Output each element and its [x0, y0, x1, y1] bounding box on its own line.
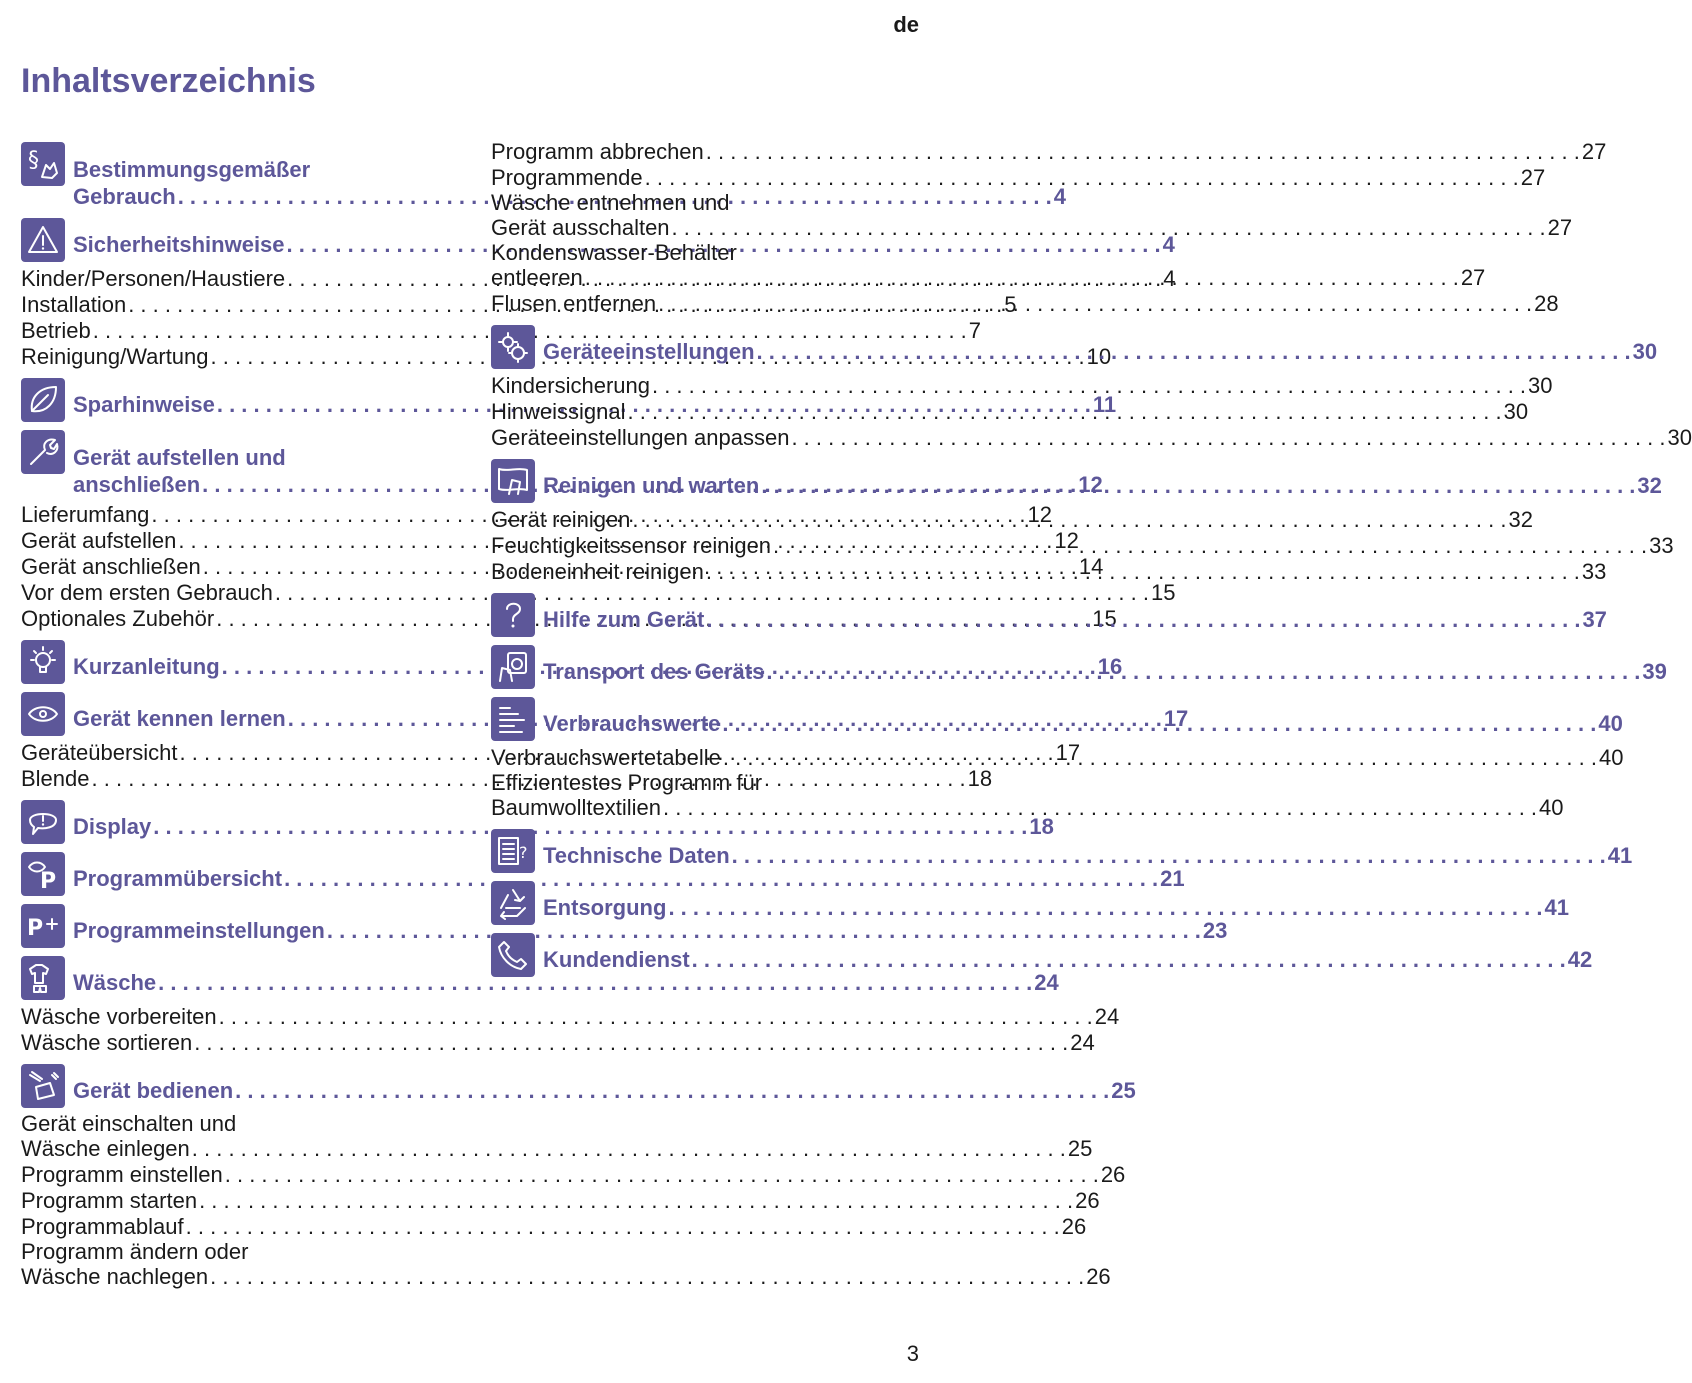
toc-entry	[21, 1188, 1100, 1214]
toc-entry-row[interactable]	[21, 1264, 1111, 1290]
section-page: 21	[1160, 866, 1185, 891]
page-number: 3	[906, 1341, 919, 1366]
toc-entry-label: Wäsche sortieren	[21, 1030, 193, 1055]
section-page: 25	[1111, 1078, 1136, 1103]
toc-entry	[491, 165, 1546, 191]
section-label: Programmübersicht	[73, 866, 283, 891]
toc-section-gerät-bedienen	[21, 1064, 1136, 1290]
toc-entry-label: Feuchtigkeitssensor reinigen	[491, 533, 772, 558]
section-row[interactable]	[73, 1078, 1136, 1104]
speech-bubble-icon	[21, 800, 65, 844]
section-label: Transport des Geräts	[543, 659, 765, 684]
toc-entry-row[interactable]	[491, 795, 1564, 821]
toc-entry-label: Kindersicherung	[491, 373, 650, 398]
toc-entry-label-line: Wäsche entnehmen und	[491, 190, 730, 215]
toc-entry-page: 25	[1067, 1136, 1093, 1161]
toc-entry-row[interactable]	[21, 318, 982, 344]
svg-text:§: §	[28, 148, 39, 173]
leader-dots	[186, 1214, 1060, 1240]
toc-entry	[491, 291, 1559, 317]
language-code: de	[893, 12, 919, 37]
toc-entry-page: 30	[1503, 399, 1529, 424]
leader-dots	[672, 215, 1546, 241]
section-label: Gerät kennen lernen	[73, 706, 286, 731]
toc-entry-label: Baumwolltextilien	[491, 795, 661, 820]
section-label: Geräteeinstellungen	[543, 339, 755, 364]
toc-entry-row[interactable]	[491, 265, 1486, 291]
toc-entry-page: 10	[1086, 344, 1112, 369]
toc-section-entsorgung	[491, 881, 1569, 925]
paragraph-hand-icon	[21, 142, 65, 186]
section-heading[interactable]	[491, 829, 1633, 873]
section-page: 41	[1544, 895, 1569, 920]
section-row[interactable]	[543, 339, 1657, 365]
section-title	[543, 697, 1623, 737]
toc-entry-label: Kinder/Personen/Haustiere	[21, 266, 286, 291]
leader-dots	[632, 507, 1506, 533]
toc-section-technische-daten	[491, 829, 1633, 873]
toc-entry-page: 27	[1547, 215, 1573, 240]
section-page: 18	[1029, 814, 1054, 839]
leader-dots	[219, 1004, 1093, 1030]
section-row[interactable]	[543, 947, 1592, 973]
leader-dots	[652, 373, 1526, 399]
toc-entry-label: Gerät reinigen	[491, 507, 631, 532]
toc-entry-label-line: Gerät einschalten und	[21, 1111, 237, 1136]
section-page: 41	[1607, 843, 1633, 868]
toc-entry-page: 18	[967, 766, 993, 791]
section-row[interactable]	[543, 659, 1667, 685]
gears-icon	[491, 325, 535, 369]
toc-entry-page: 26	[1061, 1214, 1087, 1239]
section-page: 4	[1053, 184, 1067, 209]
toc-entry-label: Programmende	[491, 165, 643, 190]
toc-entry-page: 28	[1534, 291, 1559, 316]
leader-dots	[225, 1162, 1099, 1188]
toc-entry-row[interactable]	[21, 1136, 1093, 1162]
toc-entry-page: 30	[1528, 373, 1553, 398]
toc-entry-label: Wäsche vorbereiten	[21, 1004, 217, 1029]
toc-entry-label: Geräteübersicht	[21, 740, 178, 765]
leader-dots	[663, 795, 1537, 821]
section-label: Gebrauch	[73, 184, 176, 209]
toc-entry-page: 33	[1581, 559, 1607, 584]
toc-entry-label: Flusen entfernen	[491, 291, 657, 316]
toc-entry	[491, 139, 1607, 165]
toc-entry-label: Gerät aufstellen	[21, 528, 177, 553]
section-label: Technische Daten	[543, 843, 730, 868]
leader-dots	[192, 1136, 1066, 1162]
toc-entry-label: entleeren	[491, 265, 583, 290]
toc-entry	[21, 1030, 1095, 1056]
section-page: 12	[1078, 472, 1103, 497]
transport-icon	[491, 645, 535, 689]
leader-dots	[645, 165, 1519, 191]
section-page: 32	[1637, 473, 1662, 498]
toc-entry-label: Lieferumfang	[21, 502, 150, 527]
toc-entry	[21, 1004, 1120, 1030]
toc-entry-row[interactable]	[21, 1162, 1126, 1188]
section-page: 39	[1642, 659, 1667, 684]
leader-dots	[706, 559, 1580, 585]
toc-entry-label: Gerät ausschalten	[491, 215, 670, 240]
toc-entry-page: 33	[1649, 533, 1674, 558]
toc-entry-page: 40	[1598, 745, 1624, 770]
recycling-icon	[491, 881, 535, 925]
section-title-line: Bestimmungsgemäßer	[73, 157, 311, 182]
section-title	[543, 459, 1662, 499]
warning-triangle-icon	[21, 218, 65, 262]
leaf-icon	[21, 378, 65, 422]
section-title	[543, 325, 1657, 365]
toc-entry-page: 40	[1539, 795, 1564, 820]
toc-entry-label: Verbrauchswertetabelle	[491, 745, 721, 770]
toc-entry-label: Programm einstellen	[21, 1162, 223, 1187]
leader-dots	[706, 139, 1580, 165]
toc-entry-page: 24	[1070, 1030, 1095, 1055]
toc-entry-row[interactable]	[491, 215, 1573, 241]
section-label: Sicherheitshinweise	[73, 232, 285, 257]
section-title	[543, 829, 1632, 869]
section-row[interactable]	[543, 711, 1623, 737]
toc-entry-label: Bodeneinheit reinigen	[491, 559, 704, 584]
toc-entry	[491, 425, 1692, 451]
svg-text:P: P	[27, 916, 44, 941]
toc-entry-label: Geräteeinstellungen anpassen	[491, 425, 790, 450]
lightbulb-icon	[21, 640, 65, 684]
section-page: 16	[1097, 654, 1123, 679]
section-page: 40	[1598, 711, 1623, 736]
toc-entry-label: Programmablauf	[21, 1214, 184, 1239]
toc-entry-page: 17	[1055, 740, 1081, 765]
toc-entry-label: Optionales Zubehör	[21, 606, 215, 631]
section-page: 24	[1034, 970, 1059, 995]
toc-entry-page: 12	[1054, 528, 1079, 553]
section-label: Kundendienst	[543, 947, 690, 972]
leader-dots	[757, 339, 1631, 365]
toc-entry	[21, 580, 1176, 606]
toc-entry-label: Wäsche nachlegen	[21, 1264, 209, 1289]
section-label: Kurzanleitung	[73, 654, 220, 679]
toc-entry-row[interactable]	[21, 1030, 1095, 1056]
toc-entry-row[interactable]	[491, 291, 1559, 317]
leader-dots	[658, 291, 1532, 317]
section-row[interactable]	[543, 843, 1632, 869]
leader-dots	[706, 607, 1580, 633]
hand-operating-icon	[21, 1064, 65, 1108]
toc-entry-page: 24	[1094, 1004, 1120, 1029]
leader-dots	[235, 1078, 1109, 1104]
section-label: Hilfe zum Gerät	[543, 607, 705, 632]
toc-entry-page: 14	[1078, 554, 1104, 579]
section-page: 23	[1202, 918, 1228, 943]
program-settings-icon	[21, 904, 65, 948]
toc-entry-page: 12	[1027, 502, 1052, 527]
toc-entry	[21, 1111, 1093, 1162]
leader-dots	[761, 473, 1635, 499]
toc-entry-row[interactable]	[491, 165, 1546, 191]
section-page: 30	[1632, 339, 1658, 364]
section-page: 37	[1582, 607, 1607, 632]
toc-section-kundendienst	[491, 933, 1593, 977]
section-title	[543, 593, 1607, 633]
toc-entry	[491, 190, 1573, 241]
toc-entry-label-line: Programm ändern oder	[21, 1239, 249, 1264]
toc-entry-row[interactable]	[21, 1214, 1087, 1240]
phone-icon	[491, 933, 535, 977]
section-label: Gerät bedienen	[73, 1078, 234, 1103]
section-row[interactable]	[543, 895, 1569, 921]
section-label: Wäsche	[73, 970, 157, 995]
consumption-icon	[491, 697, 535, 741]
toc-entry-page: 27	[1581, 139, 1607, 164]
section-label: anschließen	[73, 472, 201, 497]
toc-entry-label: Programm starten	[21, 1188, 198, 1213]
section-label: Verbrauchswerte	[543, 711, 721, 736]
toc-entry-page: 5	[1004, 292, 1017, 317]
section-heading[interactable]	[491, 933, 1593, 977]
section-label: Reinigen und warten	[543, 473, 760, 498]
toc-entry-row[interactable]	[491, 425, 1692, 451]
leader-dots	[791, 425, 1665, 451]
toc-entry	[21, 318, 982, 344]
toc-entry-row[interactable]	[21, 1004, 1120, 1030]
leader-dots	[723, 745, 1597, 771]
toc-entry-page: 4	[1163, 266, 1176, 291]
toc-entry-page: 30	[1667, 425, 1692, 450]
toc-entry-page: 26	[1100, 1162, 1126, 1187]
toc-entry	[491, 240, 1486, 291]
toc-entry-page: 27	[1460, 265, 1486, 290]
svg-text:?: ?	[519, 843, 528, 862]
toc-entry-page: 26	[1086, 1264, 1111, 1289]
leader-dots	[773, 533, 1647, 559]
toc-entry-row[interactable]	[21, 580, 1176, 606]
section-page: 42	[1567, 947, 1593, 972]
continued-entries	[491, 139, 1607, 317]
toc-entry-page: 15	[1150, 580, 1176, 605]
section-heading[interactable]	[21, 1064, 1136, 1108]
section-page: 4	[1162, 232, 1175, 257]
section-title	[543, 645, 1667, 685]
toc-entry-row[interactable]	[21, 1188, 1100, 1214]
toc-entry-page: 15	[1092, 606, 1117, 631]
section-title	[543, 933, 1592, 973]
toc-entry-row[interactable]	[491, 373, 1553, 399]
svg-text:P: P	[40, 869, 57, 894]
toc-entry	[21, 1214, 1087, 1240]
toc-entry-label: Hinweissignal	[491, 399, 626, 424]
toc-entry-page: 26	[1075, 1188, 1100, 1213]
leader-dots	[766, 659, 1640, 685]
toc-entry-label: Betrieb	[21, 318, 91, 343]
program-overview-icon	[21, 852, 65, 896]
toc-entry-page: 27	[1520, 165, 1546, 190]
section-page: 11	[1092, 392, 1117, 417]
section-label: Sparhinweise	[73, 392, 215, 417]
section-page: 17	[1163, 706, 1189, 731]
technical-data-icon	[491, 829, 535, 873]
section-title	[543, 881, 1569, 921]
toc-entry	[21, 1239, 1111, 1290]
section-label: Entsorgung	[543, 895, 667, 920]
toc-entry-page: 32	[1508, 507, 1533, 532]
toc-entry-label: Programm abbrechen	[491, 139, 704, 164]
leader-dots	[732, 843, 1606, 869]
toc-entry-label: Gerät anschließen	[21, 554, 201, 579]
toc-entry	[21, 1162, 1126, 1188]
section-label: Programmeinstellungen	[73, 918, 325, 943]
cleaning-hand-icon	[491, 459, 535, 503]
page-title: Inhaltsverzeichnis	[21, 62, 316, 100]
toc-entry-label-line: Kondenswasser-Behälter	[491, 240, 737, 265]
toc-entry-row[interactable]	[491, 139, 1607, 165]
toc-entry-label: Blende	[21, 766, 90, 791]
toc-entry	[491, 373, 1553, 399]
leader-dots	[628, 399, 1502, 425]
wrench-icon	[21, 430, 65, 474]
leader-dots	[194, 1030, 1068, 1056]
toc-entry-label-line: Effizientestes Programm für	[491, 770, 763, 795]
section-row[interactable]	[543, 473, 1662, 499]
laundry-icon	[21, 956, 65, 1000]
section-title	[73, 1064, 1136, 1104]
leader-dots	[199, 1188, 1073, 1214]
leader-dots	[692, 947, 1566, 973]
question-icon	[491, 593, 535, 637]
leader-dots	[722, 711, 1596, 737]
toc-entry-label: Vor dem ersten Gebrauch	[21, 580, 273, 605]
toc-entry-page: 7	[968, 318, 982, 343]
toc-entry-label: Wäsche einlegen	[21, 1136, 190, 1161]
leader-dots	[585, 265, 1459, 291]
leader-dots	[668, 895, 1542, 921]
section-row[interactable]	[543, 607, 1607, 633]
toc-entry-label: Installation	[21, 292, 127, 317]
section-title-line: Gerät aufstellen und	[73, 445, 286, 470]
section-heading[interactable]	[491, 881, 1569, 925]
toc-entry-label: Reinigung/Wartung	[21, 344, 209, 369]
eye-icon	[21, 692, 65, 736]
section-label: Display	[73, 814, 152, 839]
leader-dots	[210, 1264, 1084, 1290]
